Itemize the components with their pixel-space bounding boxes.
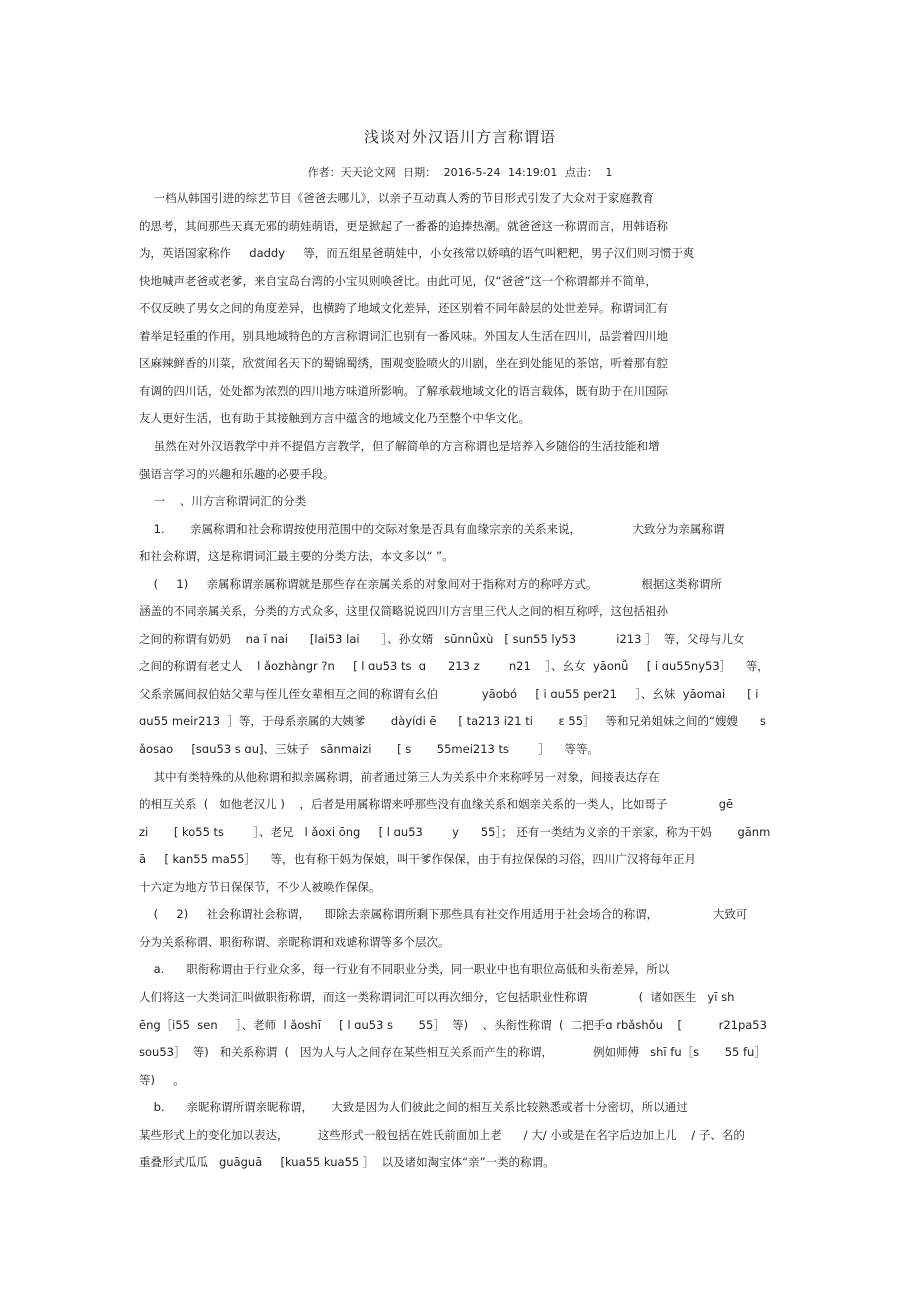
text-line: ā [ kan55 ma55］ 等，也有称干妈为保娘，叫干爹作保保，由于有拉保保的习俗，四川广汉将每年正月 [139, 852, 697, 867]
text-line: 等) 。 [139, 1072, 185, 1087]
text-line: 着举足轻重的作用，别具地域特色的方言称谓词汇也别有一番风味。外国友人生活在四川，品尝着四川地 [139, 328, 668, 343]
text-line: 快地喊声老爸或老爹，来自宝岛台湾的小宝贝则唤爸比。由此可见，仅“爸爸”这一个称谓都并不简单， [139, 273, 657, 288]
text-line: ( 1) 亲属称谓亲属称谓就是那些存在亲属关系的对象间对于指称对方的称呼方式。 根据这类称谓所 [139, 576, 722, 591]
text-line: ɑu55 meir213 ］等，于母系亲属的大姨爹 dàyídi ē [ ta213 i21 ti ɛ 55］ 等和兄弟姐妹之间的“嫂嫂 s [139, 714, 766, 729]
text-line: 虽然在对外汉语教学中并不提倡方言教学，但了解简单的方言称谓也是培养入乡随俗的生活技能和增 [139, 438, 660, 453]
text-line: zi [ ko55 ts ］、老兄 l ǎoxi ōng [ l ɑu53 y 55］； 还有一类结为义亲的干亲家，称为干妈 gānm [139, 824, 771, 839]
text-line: 区麻辣鲜香的川菜，欣赏闻名天下的蜀锦蜀绣，围观变脸喷火的川剧，坐在到处能见的茶馆，听着那有腔 [139, 356, 668, 371]
text-line: 的相互关系 ( 如他老汉儿 ) ，后者是用属称谓来呼那些没有血缘关系和姻亲关系的一类人，比如哥子 gē [139, 797, 734, 812]
text-line: 强语言学习的兴趣和乐趣的必要手段。 [139, 466, 335, 481]
text-line: 涵盖的不同亲属关系，分类的方式众多，这里仅简略说说四川方言里三代人之间的相互称呼，这包括祖孙 [139, 604, 668, 619]
text-line: 1. 亲属称谓和社会称谓按使用范围中的交际对象是否具有血缘宗亲的关系来说， 大致分为亲属称谓 [139, 521, 725, 536]
text-line: 父系亲属间叔伯姑父辈与侄儿侄女辈相互之间的称谓有幺伯 yāobó [ i ɑu55 per21 ］、幺妹 yāomai [ i [139, 686, 759, 701]
text-line: 的思考，其间那些天真无邪的萌娃萌语，更是掀起了一番番的追捧热潮。就爸爸这一称谓而言，用韩语称 [139, 218, 668, 233]
text-line: a. 职衔称谓由于行业众多，每一行业有不同职业分类，同一职业中也有职位高低和头衔差异，所以 [139, 962, 670, 977]
text-line: 友人更好生活，也有助于其接触到方言中蕴含的地域文化乃至整个中华文化。 [139, 411, 530, 426]
text-line: 和社会称谓，这是称谓词汇最主要的分类方法，本文多以“ ”。 [139, 549, 454, 564]
text-line: 重叠形式瓜瓜 guāguā [kua55 kua55 ］ 以及诸如淘宝体“亲”一类的称谓。 [139, 1155, 555, 1170]
text-line: ( 2) 社会称谓社会称谓， 即除去亲属称谓所剩下那些具有社交作用适用于社会场合的称谓， 大致可 [139, 907, 748, 922]
article-meta: 作者：天天论文网 日期： 2016-5-24 14:19:01 点击： 1 [307, 166, 613, 179]
text-line: 一 、川方言称谓词汇的分类 [139, 494, 307, 509]
text-line: 不仅反映了男女之间的角度差异，也横跨了地域文化差异，还区别着不同年龄层的处世差异。称谓词汇有 [139, 301, 668, 316]
text-line: sou53］ 等) 和关系称谓 ( 因为人与人之间存在某些相互关系而产生的称谓， 例如师傅 shī fu［s 55 fu］ [139, 1045, 766, 1060]
text-line: ēng［i55 sen ］、老师 l ǎoshī [ l ɑu53 s 55］ 等) 、头衔性称谓 ( 二把手ɑ rbǎshǒu [ r21pa53 [139, 1017, 767, 1032]
text-line: 其中有类特殊的从他称谓和拟亲属称谓，前者通过第三人为关系中介来称呼另一对象，间接表达存在 [139, 769, 660, 784]
text-line: 有调的四川话，处处都为浓烈的四川地方味道所影响。了解承载地域文化的语言载体，既有助于在川国际 [139, 383, 668, 398]
text-line: 十六定为地方节日保保节，不少人被唤作保保。 [139, 879, 381, 894]
article-title: 浅谈对外汉语川方言称谓语 [363, 128, 556, 146]
text-line: 之间的称谓有奶奶 na ĭ nai [lai53 lai ］、孙女婿 sūnnǚxù [ sun55 ly53 i213 ］ 等，父母与儿女 [139, 631, 745, 646]
text-line: 一档从韩国引进的综艺节目《爸爸去哪儿》，以亲子互动真人秀的节目形式引发了大众对于家庭教育 [139, 191, 654, 205]
text-line: 为，英语国家称作 daddy 等，而五组星爸萌娃中，小女孩常以娇嗔的语气叫粑粑，男子汉们则习惯于爽 [139, 246, 695, 261]
text-line: ǎosao [sɑu53 s ɑu]、三妹子 sānmaizi [ s 55mei213 ts ］ 等等。 [139, 742, 599, 756]
text-line: 分为关系称谓、职衔称谓、亲昵称谓和戏谑称谓等多个层次。 [139, 934, 450, 949]
text-line: 之间的称谓有老丈人 l ǎozhàngr ?n [ l ɑu53 ts ɑ 213 z n21 ］、幺女 yāonǚ [ i ɑu55ny53］ 等， [139, 659, 769, 674]
text-line: 人们将这一大类词汇叫做职衔称谓，而这一类称谓词汇可以再次细分，它包括职业性称谓 ( 诸如医生 yī sh [139, 989, 735, 1004]
text-line: 某些形式上的变化加以表达， 这些形式一般包括在姓氏前面加上老 / 大/ 小或是在名字后边加上儿 / 子、名的 [139, 1127, 745, 1142]
text-line: b. 亲昵称谓所谓亲昵称谓， 大致是因为人们彼此之间的相互关系比较熟悉或者十分密切，所以通过 [139, 1100, 688, 1115]
